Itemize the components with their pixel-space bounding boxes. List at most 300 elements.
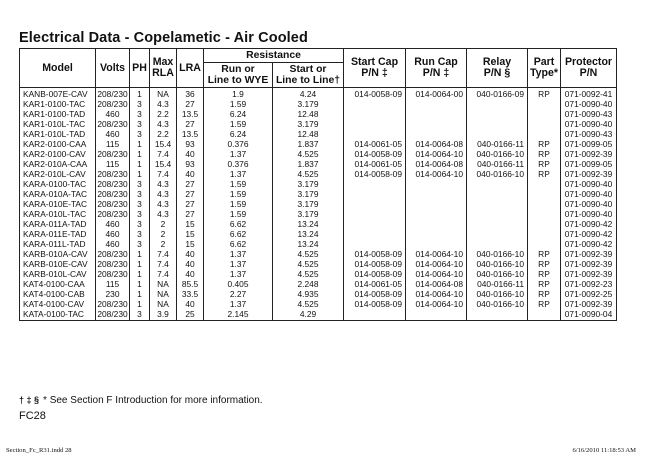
cell-relay: 040-0166-09 <box>467 88 528 100</box>
cell-ph: 1 <box>130 299 150 309</box>
cell-protector: 071-0092-39 <box>561 169 617 179</box>
table-row <box>20 239 617 249</box>
cell-start-cap: 014-0058-09 <box>344 289 406 299</box>
cell-relay <box>467 119 528 129</box>
cell-model: KARA-010L-TAC <box>20 209 96 219</box>
cell-run-cap <box>406 129 467 139</box>
cell-part-type: RP <box>528 249 561 259</box>
footer-file-info: Section_Fc_R31.indd 28 <box>6 447 72 454</box>
table-row <box>20 169 617 179</box>
cell-max-rla: 7.4 <box>150 259 177 269</box>
cell-start-cap <box>344 199 406 209</box>
cell-start-cap: 014-0058-09 <box>344 269 406 279</box>
cell-part-type: RP <box>528 139 561 149</box>
header-model: Model <box>20 49 96 88</box>
cell-start-resistance: 4.525 <box>273 249 344 259</box>
table-row <box>20 149 617 159</box>
cell-protector: 071-0092-39 <box>561 149 617 159</box>
cell-part-type: RP <box>528 299 561 309</box>
cell-part-type <box>528 119 561 129</box>
cell-start-resistance: 4.525 <box>273 169 344 179</box>
cell-model: KAR2-0100-CAV <box>20 149 96 159</box>
cell-protector: 071-0099-05 <box>561 139 617 149</box>
header-start-line-to-line: Start or Line to Line† <box>273 63 344 88</box>
cell-start-resistance: 3.179 <box>273 189 344 199</box>
cell-ph: 3 <box>130 99 150 109</box>
cell-run-resistance: 1.59 <box>204 189 273 199</box>
cell-lra: 15 <box>177 239 204 249</box>
cell-volts: 208/230 <box>97 249 128 259</box>
cell-run-cap: 014-0064-08 <box>406 159 467 169</box>
header-relay: Relay P/N § <box>467 49 528 88</box>
cell-lra: 93 <box>177 139 204 149</box>
cell-part-type: RP <box>528 259 561 269</box>
cell-lra: 40 <box>177 259 204 269</box>
cell-start-cap: 014-0058-09 <box>344 259 406 269</box>
cell-model: KARA-011A-TAD <box>20 219 96 229</box>
header-run-line-to-wye: Run or Line to WYE <box>204 63 273 88</box>
cell-max-rla: 7.4 <box>150 269 177 279</box>
cell-relay <box>467 219 528 229</box>
cell-max-rla: 2.2 <box>150 129 177 139</box>
cell-start-cap <box>344 189 406 199</box>
table-row <box>20 109 617 119</box>
cell-lra: 25 <box>177 309 204 321</box>
cell-model: KARA-010E-TAC <box>20 199 96 209</box>
cell-run-cap <box>406 109 467 119</box>
cell-model: KAR1-0100-TAC <box>20 99 96 109</box>
table-row <box>20 289 617 299</box>
cell-relay: 040-0166-11 <box>467 159 528 169</box>
header-lra: LRA <box>177 49 204 88</box>
cell-ph: 1 <box>130 279 150 289</box>
cell-start-resistance: 4.24 <box>273 88 344 100</box>
cell-volts: 460 <box>96 229 130 239</box>
cell-run-resistance: 1.59 <box>204 209 273 219</box>
table-row <box>20 199 617 209</box>
cell-lra: 27 <box>177 189 204 199</box>
cell-max-rla: 2 <box>150 229 177 239</box>
cell-run-cap: 014-0064-10 <box>406 249 467 259</box>
cell-ph: 1 <box>130 249 150 259</box>
cell-volts: 460 <box>96 109 130 119</box>
header-run-cap: Run Cap P/N ‡ <box>406 49 467 88</box>
cell-protector: 071-0090-40 <box>561 179 617 189</box>
cell-max-rla: 4.3 <box>150 179 177 189</box>
cell-run-resistance: 6.62 <box>204 229 273 239</box>
cell-part-type <box>528 189 561 199</box>
table-row <box>20 88 617 100</box>
header-resistance: Resistance <box>204 49 344 63</box>
cell-volts: 460 <box>96 239 130 249</box>
cell-model: KAT4-0100-CAB <box>20 289 96 299</box>
cell-model: KAT4-0100-CAV <box>20 299 96 309</box>
cell-max-rla: 4.3 <box>150 119 177 129</box>
cell-ph: 3 <box>130 219 150 229</box>
cell-model: KAT4-0100-CAA <box>20 279 96 289</box>
cell-run-resistance: 1.37 <box>204 149 273 159</box>
cell-max-rla: 2 <box>150 219 177 229</box>
cell-start-resistance: 4.525 <box>273 149 344 159</box>
cell-lra: 40 <box>177 169 204 179</box>
cell-protector: 071-0090-04 <box>561 309 617 321</box>
cell-run-resistance: 1.59 <box>204 99 273 109</box>
cell-run-cap <box>406 199 467 209</box>
cell-run-resistance: 6.62 <box>204 219 273 229</box>
cell-run-resistance: 0.376 <box>204 139 273 149</box>
cell-max-rla: 2.2 <box>150 109 177 119</box>
cell-start-cap <box>344 109 406 119</box>
cell-start-resistance: 3.179 <box>273 199 344 209</box>
table-row <box>20 259 617 269</box>
cell-protector: 071-0099-05 <box>561 159 617 169</box>
cell-max-rla: 4.3 <box>150 209 177 219</box>
cell-relay: 040-0166-11 <box>467 279 528 289</box>
cell-ph: 3 <box>130 239 150 249</box>
cell-ph: 1 <box>130 149 150 159</box>
cell-part-type <box>528 99 561 109</box>
cell-model: KARA-010A-TAC <box>20 189 96 199</box>
cell-model: KARB-010A-CAV <box>20 249 96 259</box>
table-row <box>20 179 617 189</box>
cell-start-resistance: 13.24 <box>273 239 344 249</box>
cell-start-cap <box>344 239 406 249</box>
cell-run-cap <box>406 239 467 249</box>
cell-start-resistance: 3.179 <box>273 209 344 219</box>
cell-ph: 1 <box>130 88 150 100</box>
cell-run-cap <box>406 219 467 229</box>
cell-part-type: RP <box>528 279 561 289</box>
cell-start-cap <box>344 179 406 189</box>
cell-start-resistance: 3.179 <box>273 179 344 189</box>
cell-relay <box>467 179 528 189</box>
cell-run-resistance: 6.62 <box>204 239 273 249</box>
cell-start-resistance: 1.837 <box>273 139 344 149</box>
cell-protector: 071-0090-42 <box>561 239 617 249</box>
cell-protector: 071-0092-39 <box>561 249 617 259</box>
cell-protector: 071-0090-43 <box>561 129 617 139</box>
cell-start-cap: 014-0058-09 <box>344 169 406 179</box>
cell-start-resistance: 4.935 <box>273 289 344 299</box>
cell-part-type: RP <box>528 149 561 159</box>
cell-run-cap: 014-0064-10 <box>406 149 467 159</box>
cell-lra: 27 <box>177 99 204 109</box>
cell-run-resistance: 1.59 <box>204 119 273 129</box>
cell-ph: 3 <box>130 119 150 129</box>
cell-part-type <box>528 309 561 321</box>
cell-relay <box>467 129 528 139</box>
cell-ph: 3 <box>130 229 150 239</box>
cell-part-type <box>528 209 561 219</box>
table-row <box>20 279 617 289</box>
cell-start-resistance: 4.525 <box>273 269 344 279</box>
cell-start-resistance: 2.248 <box>273 279 344 289</box>
cell-model: KARB-010E-CAV <box>20 259 96 269</box>
cell-run-resistance: 0.405 <box>204 279 273 289</box>
cell-lra: 13.5 <box>177 129 204 139</box>
cell-volts: 208/230 <box>97 269 128 279</box>
cell-start-cap <box>344 309 406 321</box>
cell-ph: 1 <box>130 289 150 299</box>
cell-start-resistance: 3.179 <box>273 119 344 129</box>
cell-max-rla: 7.4 <box>150 249 177 259</box>
cell-relay <box>467 199 528 209</box>
cell-run-cap <box>406 189 467 199</box>
cell-start-cap: 014-0061-05 <box>344 159 406 169</box>
footnote-text: * See Section F Introduction for more information. <box>43 395 263 406</box>
footnote-symbols: † ‡ § <box>19 395 40 405</box>
cell-part-type: RP <box>528 269 561 279</box>
table-row <box>20 209 617 219</box>
table-row <box>20 299 617 309</box>
table-row <box>20 159 617 169</box>
cell-start-resistance: 12.48 <box>273 129 344 139</box>
cell-run-cap: 014-0064-10 <box>406 169 467 179</box>
cell-run-cap <box>406 179 467 189</box>
cell-lra: 33.5 <box>177 289 204 299</box>
cell-start-cap <box>344 129 406 139</box>
cell-run-cap <box>406 229 467 239</box>
cell-run-resistance: 1.37 <box>204 169 273 179</box>
cell-volts: 208/230 <box>97 99 128 109</box>
table-row <box>20 139 617 149</box>
cell-model: KAR1-0100-TAD <box>20 109 96 119</box>
cell-start-cap <box>344 219 406 229</box>
cell-ph: 3 <box>130 209 150 219</box>
cell-run-cap: 014-0064-08 <box>406 279 467 289</box>
header-part-type: Part Type* <box>528 49 561 88</box>
cell-lra: 27 <box>177 119 204 129</box>
cell-ph: 3 <box>130 129 150 139</box>
cell-max-rla: 15.4 <box>150 159 177 169</box>
cell-run-cap: 014-0064-00 <box>406 88 467 100</box>
cell-volts: 460 <box>96 129 130 139</box>
cell-model: KARA-011L-TAD <box>20 239 96 249</box>
cell-volts: 208/230 <box>97 199 128 209</box>
cell-run-cap: 014-0064-08 <box>406 139 467 149</box>
cell-run-cap <box>406 99 467 109</box>
cell-ph: 3 <box>130 189 150 199</box>
table-body <box>20 88 617 321</box>
cell-start-cap: 014-0058-09 <box>344 149 406 159</box>
cell-ph: 3 <box>130 199 150 209</box>
cell-volts: 208/230 <box>97 179 128 189</box>
header-volts: Volts <box>96 49 130 88</box>
cell-lra: 13.5 <box>177 109 204 119</box>
cell-part-type <box>528 199 561 209</box>
cell-volts: 208/230 <box>97 119 128 129</box>
electrical-data-table <box>19 48 617 321</box>
cell-start-resistance: 4.525 <box>273 299 344 309</box>
cell-model: KATA-0100-TAC <box>20 309 96 321</box>
cell-part-type: RP <box>528 289 561 299</box>
cell-protector: 071-0090-43 <box>561 109 617 119</box>
cell-part-type <box>528 229 561 239</box>
cell-volts: 115 <box>96 279 130 289</box>
cell-lra: 40 <box>177 249 204 259</box>
cell-max-rla: 15.4 <box>150 139 177 149</box>
cell-protector: 071-0090-40 <box>561 189 617 199</box>
cell-part-type: RP <box>528 169 561 179</box>
cell-relay: 040-0166-10 <box>467 249 528 259</box>
cell-start-resistance: 12.48 <box>273 109 344 119</box>
cell-relay: 040-0166-10 <box>467 149 528 159</box>
cell-run-cap <box>406 119 467 129</box>
cell-relay <box>467 229 528 239</box>
cell-run-resistance: 1.9 <box>204 88 273 100</box>
cell-part-type <box>528 179 561 189</box>
cell-max-rla: NA <box>150 289 177 299</box>
cell-run-resistance: 2.145 <box>204 309 273 321</box>
table-row <box>20 119 617 129</box>
cell-relay: 040-0166-10 <box>467 259 528 269</box>
cell-protector: 071-0090-42 <box>561 229 617 239</box>
cell-run-resistance: 6.24 <box>204 109 273 119</box>
table-row <box>20 229 617 239</box>
cell-run-resistance: 1.37 <box>204 249 273 259</box>
cell-lra: 27 <box>177 199 204 209</box>
cell-run-resistance: 0.376 <box>204 159 273 169</box>
cell-model: KANB-007E-CAV <box>20 88 96 100</box>
footnote <box>19 395 263 406</box>
cell-protector: 071-0090-40 <box>561 99 617 109</box>
cell-run-resistance: 1.59 <box>204 179 273 189</box>
cell-model: KAR1-010L-TAD <box>20 129 96 139</box>
cell-start-resistance: 1.837 <box>273 159 344 169</box>
cell-volts: 460 <box>96 219 130 229</box>
cell-protector: 071-0092-39 <box>561 299 617 309</box>
cell-max-rla: 4.3 <box>150 99 177 109</box>
cell-lra: 85.5 <box>177 279 204 289</box>
page-title: Electrical Data - Copelametic - Air Cooled <box>19 30 308 46</box>
cell-model: KARA-0100-TAC <box>20 179 96 189</box>
cell-ph: 3 <box>130 309 150 321</box>
cell-volts: 208/230 <box>97 209 128 219</box>
cell-lra: 40 <box>177 299 204 309</box>
cell-max-rla: 4.3 <box>150 189 177 199</box>
cell-run-resistance: 1.37 <box>204 269 273 279</box>
cell-start-resistance: 13.24 <box>273 219 344 229</box>
cell-lra: 15 <box>177 219 204 229</box>
cell-max-rla: 2 <box>150 239 177 249</box>
cell-protector: 071-0092-23 <box>561 279 617 289</box>
cell-lra: 27 <box>177 179 204 189</box>
section-code: FC28 <box>19 410 46 422</box>
cell-lra: 93 <box>177 159 204 169</box>
cell-start-resistance: 4.525 <box>273 259 344 269</box>
cell-run-cap: 014-0064-10 <box>406 269 467 279</box>
cell-relay <box>467 239 528 249</box>
cell-part-type <box>528 109 561 119</box>
cell-start-resistance: 13.24 <box>273 229 344 239</box>
cell-max-rla: NA <box>150 88 177 100</box>
cell-max-rla: 4.3 <box>150 199 177 209</box>
cell-volts: 208/230 <box>97 299 128 309</box>
cell-volts: 208/230 <box>97 149 128 159</box>
cell-volts: 208/230 <box>97 89 128 99</box>
cell-part-type <box>528 219 561 229</box>
cell-relay: 040-0166-11 <box>467 139 528 149</box>
cell-ph: 1 <box>130 159 150 169</box>
cell-start-cap <box>344 229 406 239</box>
cell-protector: 071-0090-40 <box>561 199 617 209</box>
cell-run-resistance: 1.37 <box>204 259 273 269</box>
cell-max-rla: NA <box>150 299 177 309</box>
table-row <box>20 219 617 229</box>
cell-run-resistance: 6.24 <box>204 129 273 139</box>
cell-volts: 208/230 <box>97 189 128 199</box>
cell-start-cap <box>344 209 406 219</box>
cell-relay: 040-0166-10 <box>467 299 528 309</box>
header-start-cap: Start Cap P/N ‡ <box>344 49 406 88</box>
cell-relay: 040-0166-10 <box>467 169 528 179</box>
cell-ph: 1 <box>130 139 150 149</box>
header-protector: Protector P/N <box>561 49 617 88</box>
cell-model: KAR2-010A-CAA <box>20 159 96 169</box>
cell-run-cap <box>406 209 467 219</box>
cell-relay <box>467 309 528 321</box>
cell-start-cap: 014-0058-09 <box>344 249 406 259</box>
cell-protector: 071-0090-40 <box>561 119 617 129</box>
cell-run-cap: 014-0064-10 <box>406 299 467 309</box>
footer-timestamp: 6/16/2010 11:18:53 AM <box>572 447 636 454</box>
cell-start-cap: 014-0061-05 <box>344 279 406 289</box>
cell-max-rla: 7.4 <box>150 149 177 159</box>
cell-volts: 208/230 <box>97 169 128 179</box>
cell-protector: 071-0092-39 <box>561 269 617 279</box>
cell-run-resistance: 2.27 <box>204 289 273 299</box>
cell-relay: 040-0166-10 <box>467 289 528 299</box>
cell-model: KAR2-0100-CAA <box>20 139 96 149</box>
cell-lra: 15 <box>177 229 204 239</box>
cell-relay: 040-0166-10 <box>467 269 528 279</box>
cell-start-resistance: 4.29 <box>273 309 344 321</box>
table-row <box>20 249 617 259</box>
cell-volts: 208/230 <box>97 309 128 319</box>
cell-model: KAR1-010L-TAC <box>20 119 96 129</box>
cell-volts: 115 <box>96 159 130 169</box>
cell-start-cap <box>344 119 406 129</box>
cell-max-rla: 7.4 <box>150 169 177 179</box>
cell-lra: 36 <box>177 88 204 100</box>
cell-part-type: RP <box>528 159 561 169</box>
table-row <box>20 189 617 199</box>
cell-protector: 071-0092-41 <box>561 88 617 100</box>
header-max-rla: Max RLA <box>150 49 177 88</box>
cell-start-cap: 014-0061-05 <box>344 139 406 149</box>
cell-model: KARB-010L-CAV <box>20 269 96 279</box>
cell-model: KAR2-010L-CAV <box>20 169 96 179</box>
cell-part-type: RP <box>528 88 561 100</box>
cell-run-cap: 014-0064-10 <box>406 289 467 299</box>
cell-run-resistance: 1.59 <box>204 199 273 209</box>
cell-start-cap <box>344 99 406 109</box>
cell-ph: 1 <box>130 169 150 179</box>
cell-start-cap: 014-0058-09 <box>344 88 406 100</box>
cell-start-resistance: 3.179 <box>273 99 344 109</box>
cell-run-cap: 014-0064-10 <box>406 259 467 269</box>
cell-relay <box>467 99 528 109</box>
cell-protector: 071-0092-25 <box>561 289 617 299</box>
cell-part-type <box>528 239 561 249</box>
cell-volts: 208/230 <box>97 259 128 269</box>
cell-max-rla: 3.9 <box>150 309 177 321</box>
cell-part-type <box>528 129 561 139</box>
cell-volts: 115 <box>96 139 130 149</box>
table-row <box>20 99 617 109</box>
cell-run-cap <box>406 309 467 321</box>
cell-relay <box>467 109 528 119</box>
